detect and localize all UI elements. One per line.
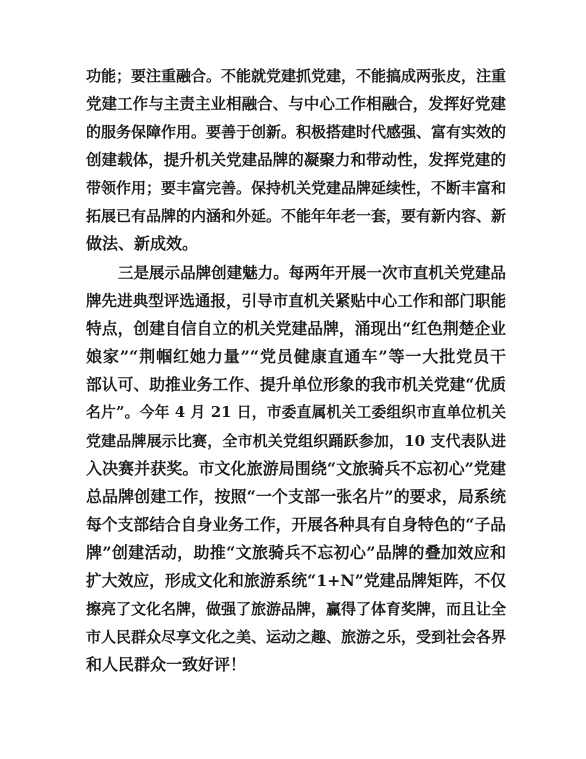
paragraph-line: 创建载体，提升机关党建品牌的凝聚力和带动性，发挥党建的 [86, 150, 506, 169]
paragraph-line: 和人民群众一致好评！ [86, 655, 247, 674]
paragraph-line: 每个支部结合自身业务工作，开展各种具有自身特色的“子品 [86, 515, 506, 534]
paragraph-line: 做法、新成效。 [86, 234, 199, 253]
paragraph-line: 三是展示品牌创建魅力。每两年开展一次市直机关党建品 [118, 263, 506, 282]
paragraph-line: 拓展已有品牌的内涵和外延。不能年年老一套，要有新内容、新 [86, 207, 507, 225]
paragraph-line: 市人民群众尽享文化之美、运动之趣、旅游之乐，受到社会各界 [86, 628, 507, 646]
paragraph-line: 党建品牌展示比赛，全市机关党组织踊跃参加，10 支代表队进 [86, 432, 506, 450]
paragraph-line: 牌”创建活动，助推“文旅骑兵不忘初心”品牌的叠加效应和 [86, 543, 506, 562]
paragraph-2 [86, 259, 506, 679]
paragraph-line: 擦亮了文化名牌，做强了旅游品牌，赢得了体育奖牌，而且让全 [86, 600, 507, 618]
paragraph-line: 功能；要注重融合。不能就党建抓党建，不能搞成两张皮，注重 [86, 67, 507, 85]
paragraph-line: 部认可、助推业务工作、提升单位形象的我市机关党建“优质 [86, 375, 506, 394]
paragraph-line: 扩大效应，形成文化和旅游系统“1+N”党建品牌矩阵，不仅 [86, 571, 506, 590]
paragraph-line: 的服务保障作用。要善于创新。积极搭建时代感强、富有实效的 [86, 123, 507, 141]
paragraph-line: 党建工作与主责主业相融合、与中心工作相融合，发挥好党建 [86, 94, 506, 113]
paragraph-line: 入决赛并获奖。市文化旅游局围绕“文旅骑兵不忘初心”党建 [86, 459, 506, 478]
paragraph-line: 牌先进典型评选通报，引导市直机关紧贴中心工作和部门职能 [86, 291, 506, 310]
paragraph-line: 带领作用；要丰富完善。保持机关党建品牌延续性，不断丰富和 [86, 179, 507, 197]
paragraph-line: 特点，创建自信自立的机关党建品牌，涌现出“红色荆楚企业 [86, 319, 506, 338]
paragraph-line: 娘家”“荆帼红她力量”“党员健康直通车”等一大批党员干 [86, 347, 506, 366]
paragraph-1 [86, 62, 506, 258]
paragraph-line: 总品牌创建工作，按照“一个支部一张名片”的要求，局系统 [86, 487, 506, 506]
paragraph-line: 名片”。今年 4 月 21 日，市委直属机关工委组织市直单位机关 [86, 404, 506, 421]
